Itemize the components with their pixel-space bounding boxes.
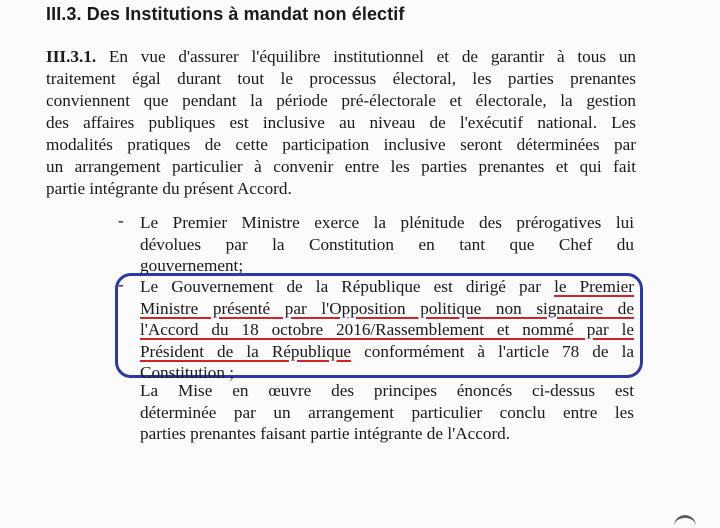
item3-line-2: déterminée par un arrangement particulier conclu entre les [140, 402, 634, 422]
list-bullet-2: - [118, 275, 124, 294]
item2-text-4: conformément à l'article 78 de la [351, 341, 634, 361]
list-item-mise-en-oeuvre [140, 380, 634, 445]
paragraph-line-3: conviennent que pendant la période pré-électorale et électorale, la gestion [46, 91, 636, 110]
item1-line-3: gouvernement; [140, 256, 244, 275]
list-bullet-1: - [118, 211, 124, 230]
section-heading: III.3. Des Institutions à mandat non électif [46, 4, 405, 24]
item2-text-1: Le Gouvernement de la République est dirigé par [140, 277, 555, 296]
paragraph-text-1: En vue d'assurer l'équilibre institutionnel et de garantir à tous un [108, 47, 637, 66]
item1-line-1: Le Premier Ministre exerce la plénitude des prérogatives lui [140, 213, 634, 232]
item3-line-3: parties prenantes faisant partie intégrante de l'Accord. [140, 424, 511, 443]
item2-underlined-3: l'Accord du 18 octobre 2016/Rassemblement et nommé par le [140, 320, 634, 339]
paragraph-line-6: un arrangement particulier à convenir entre les parties prenantes et qui fait [46, 157, 636, 176]
item2-underlined-4: Président de la République [140, 341, 352, 361]
list-item-gouvernement [140, 276, 634, 384]
item2-line-1 [140, 276, 634, 298]
item2-underlined-2: Ministre présenté par l'Opposition politique non signataire de [140, 298, 634, 318]
list-item-premier-ministre [140, 212, 634, 277]
paragraph-line-2: traitement égal durant tout le processus électoral, les parties prenantes [46, 69, 636, 88]
item2-line-5: Constitution ; [140, 363, 235, 382]
item2-line-4 [140, 341, 634, 363]
item2-underlined-1: le Premier [554, 277, 634, 296]
paragraph-line-7: partie intégrante du présent Accord. [46, 179, 292, 198]
page-edge-mark [674, 515, 696, 528]
item2-line-2 [140, 298, 634, 320]
item2-line-3 [140, 319, 634, 341]
item1-line-2: dévolues par la Constitution en tant que Chef du [140, 234, 634, 254]
paragraph-line-1 [46, 46, 636, 68]
paragraph-line-5: modalités pratiques de cette participation inclusive seront déterminées par [46, 135, 636, 154]
paragraph-line-4: des affaires publiques est inclusive au niveau de l'exécutif national. Les [46, 113, 636, 132]
item3-line-1: La Mise en œuvre des principes énoncés ci-dessus est [140, 381, 634, 400]
article-number: III.3.1. [46, 47, 97, 66]
article-paragraph [46, 46, 636, 200]
